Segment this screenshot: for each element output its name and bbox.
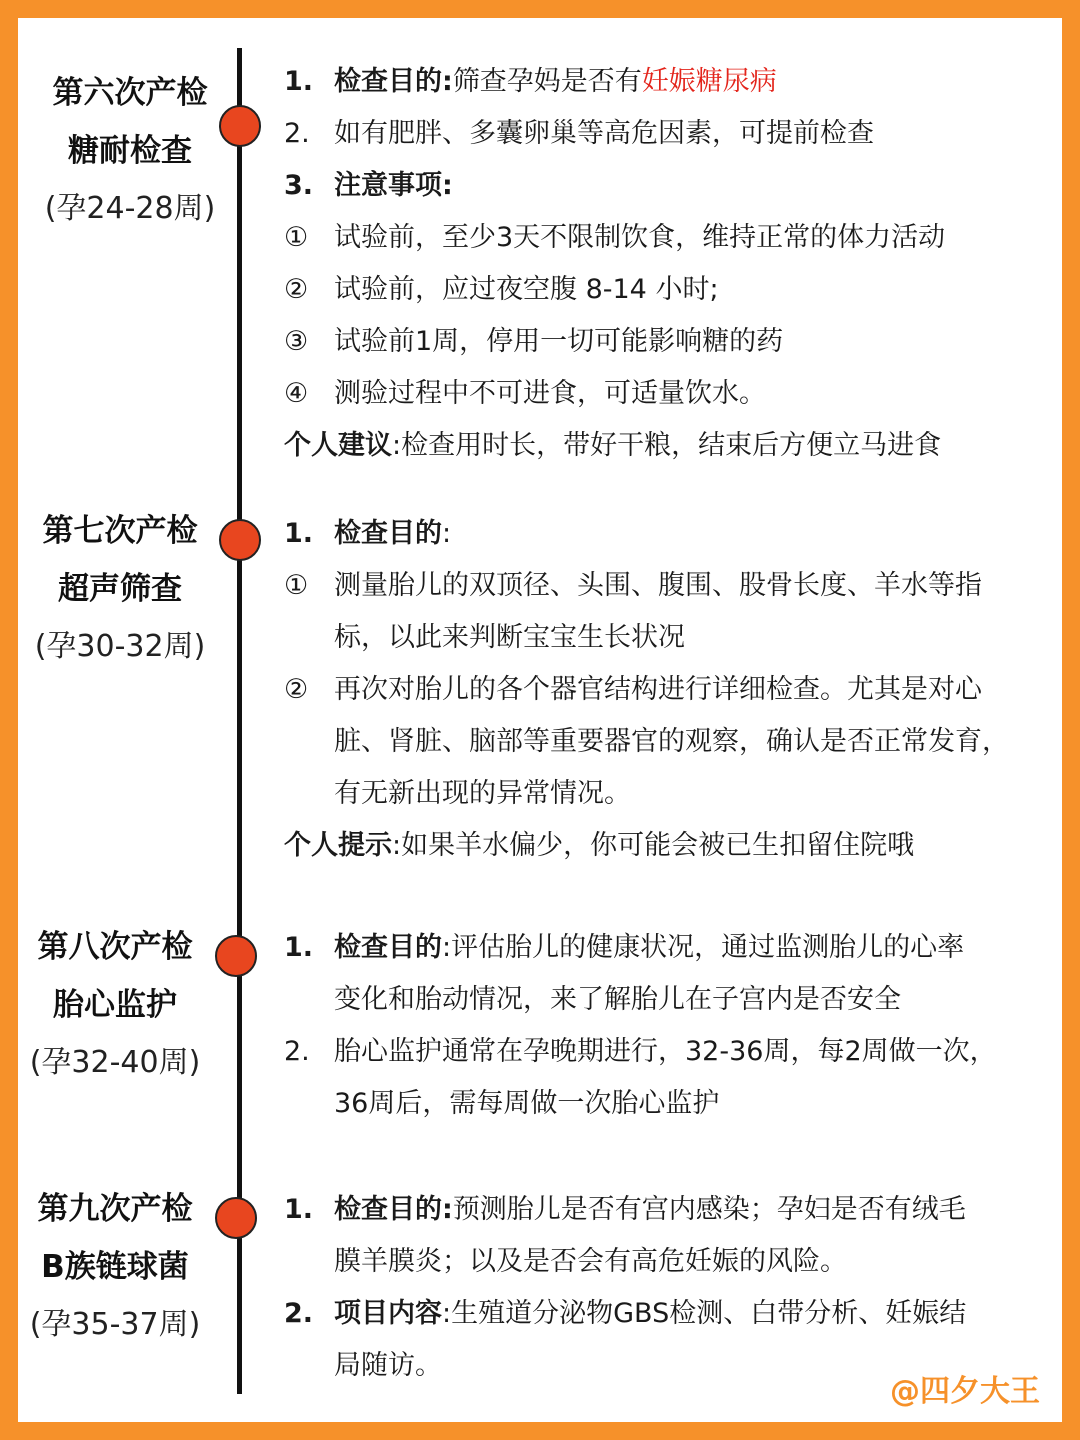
stage-weeks: (孕35-37周): [29, 1307, 201, 1342]
list-marker: 2.: [284, 1036, 310, 1067]
line-bold: 检查目的: [334, 518, 442, 549]
line-bold: 注意事项:: [334, 170, 453, 201]
line-text: 胎心监护通常在孕晚期进行，32-36周，每2周做一次，: [334, 1036, 997, 1067]
list-marker: 2.: [284, 118, 310, 149]
line-text: :检查用时长，带好干粮，结束后方便立马进食: [392, 430, 942, 461]
list-marker: 1.: [284, 932, 314, 963]
line-text: 试验前1周，停用一切可能影响糖的药: [334, 326, 784, 357]
stage-subtitle: 糖耐检查: [68, 133, 192, 169]
content-line: [284, 264, 719, 316]
line-text: 再次对胎儿的各个器官结构进行详细检查。尤其是对心: [334, 674, 982, 705]
content-line: [284, 560, 982, 612]
line-bold: 检查目的: [334, 932, 442, 963]
line-text: 脏、肾脏、脑部等重要器官的观察，确认是否正常发育，: [334, 726, 1009, 757]
stage-label: [15, 502, 225, 676]
timeline-dot: [215, 1197, 257, 1239]
stage-title: 第六次产检: [52, 75, 208, 111]
stage-label: [10, 1180, 220, 1354]
line-bold: 检查目的:: [334, 1194, 453, 1225]
stage-label: [10, 918, 220, 1092]
content-line: [284, 212, 945, 264]
line-bold: 检查目的:: [334, 66, 453, 97]
line-text: 测验过程中不可进食，可适量饮水。: [334, 378, 766, 409]
line-text: 膜羊膜炎；以及是否会有高危妊娠的风险。: [334, 1246, 847, 1277]
content-line: [334, 612, 685, 664]
line-text: 局随访。: [334, 1350, 442, 1381]
content-line: [334, 1078, 719, 1130]
content-line: [334, 716, 1009, 768]
content-line: [284, 1026, 997, 1078]
list-marker: ①: [284, 570, 309, 601]
list-marker: 3.: [284, 170, 314, 201]
line-text: :生殖道分泌物GBS检测、白带分析、妊娠结: [442, 1298, 967, 1329]
content-line: [284, 56, 777, 108]
content-line: [284, 420, 941, 472]
stage-subtitle: 超声筛查: [58, 571, 182, 607]
stage-title: 第八次产检: [37, 929, 193, 965]
content-line: [334, 974, 901, 1026]
list-marker: ②: [284, 674, 309, 705]
line-text: :如果羊水偏少，你可能会被已生扣留住院哦: [392, 830, 915, 861]
line-bold: 个人建议: [284, 430, 392, 461]
list-marker: ①: [284, 222, 309, 253]
line-text: 36周后，需每周做一次胎心监护: [334, 1088, 720, 1119]
stage-weeks: (孕24-28周): [44, 191, 216, 226]
content-line: [284, 664, 982, 716]
stage-subtitle: B族链球菌: [41, 1249, 189, 1285]
line-text: :: [442, 518, 452, 549]
content-line: [334, 1340, 442, 1392]
line-text: 筛查孕妈是否有: [452, 66, 642, 97]
line-bold: 项目内容: [334, 1298, 442, 1329]
stage-weeks: (孕30-32周): [34, 629, 206, 664]
content-line: [284, 368, 766, 420]
list-marker: 1.: [284, 518, 314, 549]
line-text: 试验前，至少3天不限制饮食，维持正常的体力活动: [334, 222, 946, 253]
timeline-dot: [215, 935, 257, 977]
content-line: [284, 160, 453, 212]
content-line: [334, 1236, 847, 1288]
list-marker: 1.: [284, 1194, 314, 1225]
list-marker: ②: [284, 274, 309, 305]
line-text: 有无新出现的异常情况。: [334, 778, 631, 809]
content-line: [284, 1184, 966, 1236]
list-marker: 1.: [284, 66, 314, 97]
content-line: [284, 820, 914, 872]
content-line: [284, 1288, 966, 1340]
content-line: [284, 108, 874, 160]
line-text: 如有肥胖、多囊卵巢等高危因素，可提前检查: [334, 118, 874, 149]
stage-subtitle: 胎心监护: [53, 987, 177, 1023]
timeline-line: [237, 48, 242, 1394]
line-text: 预测胎儿是否有宫内感染；孕妇是否有绒毛: [452, 1194, 966, 1225]
content-line: [334, 768, 631, 820]
stage-label: [25, 64, 235, 238]
highlight-text: 妊娠糖尿病: [641, 66, 777, 97]
watermark: @四夕大王: [890, 1374, 1040, 1409]
line-text: 标，以此来判断宝宝生长状况: [334, 622, 685, 653]
line-text: 测量胎儿的双顶径、头围、腹围、股骨长度、羊水等指: [334, 570, 982, 601]
stage-title: 第七次产检: [42, 513, 198, 549]
content-line: [284, 922, 964, 974]
line-text: 试验前，应过夜空腹 8-14 小时;: [334, 274, 719, 305]
content-line: [284, 508, 451, 560]
list-marker: ③: [284, 326, 309, 357]
stage-weeks: (孕32-40周): [29, 1045, 201, 1080]
line-text: :评估胎儿的健康状况，通过监测胎儿的心率: [442, 932, 965, 963]
stage-title: 第九次产检: [37, 1191, 193, 1227]
line-text: 变化和胎动情况，来了解胎儿在子宫内是否安全: [334, 984, 901, 1015]
content-line: [284, 316, 783, 368]
line-bold: 个人提示: [284, 830, 392, 861]
timeline-dot: [219, 519, 261, 561]
list-marker: ④: [284, 378, 309, 409]
list-marker: 2.: [284, 1298, 314, 1329]
